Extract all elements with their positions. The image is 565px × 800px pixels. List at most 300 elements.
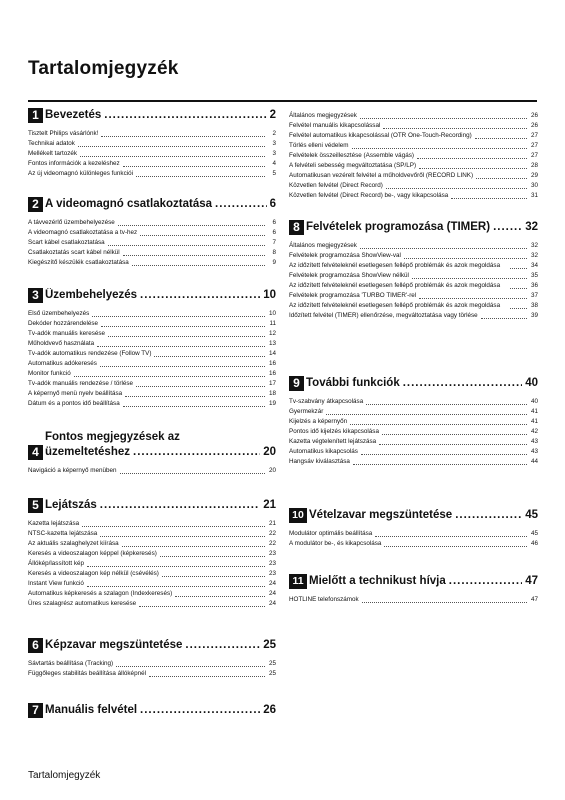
dot-leader	[510, 268, 527, 269]
dot-leader	[326, 414, 527, 415]
toc-entry-title: A távvezérlő üzembehelyezése	[28, 219, 115, 226]
toc-entry[interactable]	[28, 309, 276, 319]
toc-entry-title: HOTLINE telefonszámok	[289, 596, 359, 603]
toc-entry[interactable]	[289, 291, 538, 301]
section-title: Fontos megjegyzések az	[45, 431, 180, 443]
toc-entry-page: 25	[268, 660, 276, 667]
section-number-badge: 11	[289, 574, 307, 589]
dot-leader	[140, 288, 260, 303]
dot-leader	[125, 396, 265, 397]
toc-entry[interactable]	[28, 589, 276, 599]
dot-leader	[154, 356, 265, 357]
toc-entry[interactable]	[28, 169, 276, 179]
toc-entry[interactable]	[28, 599, 276, 609]
toc-entry-title: Az új videomagnó különleges funkciói	[28, 170, 134, 177]
dot-leader	[419, 168, 527, 169]
section-title-cont: üzemeltetéshez	[45, 446, 131, 458]
toc-entry[interactable]	[28, 218, 276, 228]
toc-entry-page: 5	[272, 170, 276, 177]
toc-entry-title: Műholdvevő használata	[28, 340, 95, 347]
toc-entry[interactable]	[28, 369, 276, 379]
section-title: Képzavar megszüntetése	[45, 639, 183, 651]
dot-leader	[80, 156, 265, 157]
toc-entry-title: Kazetta végtelenített lejátszása	[289, 438, 377, 445]
toc-entry-page: 22	[268, 540, 276, 547]
title-divider	[28, 100, 537, 102]
toc-entry-title: Automatikus kikapcsolás	[289, 448, 358, 455]
section-heading[interactable]	[28, 288, 276, 303]
toc-entry-page: 26	[530, 112, 538, 119]
toc-entry[interactable]	[28, 549, 276, 559]
toc-entry[interactable]	[289, 131, 538, 141]
section-number-badge: 6	[28, 638, 43, 653]
toc-entry-page: 10	[268, 310, 276, 317]
toc-entry-title: Üres szalagrész automatikus keresése	[28, 600, 137, 607]
toc-entry[interactable]	[289, 529, 538, 539]
dot-leader	[449, 574, 522, 589]
toc-entry-title: Dekóder hozzárendelése	[28, 320, 99, 327]
toc-entry-page: 9	[272, 259, 276, 266]
toc-entry-page: 21	[268, 520, 276, 527]
toc-entry-title: Sávtartás beállítása (Tracking)	[28, 660, 114, 667]
toc-entry-title: Kazetta lejátszása	[28, 520, 80, 527]
toc-entry[interactable]	[28, 228, 276, 238]
dot-leader	[375, 536, 527, 537]
toc-entry[interactable]	[289, 141, 538, 151]
section-page: 6	[269, 198, 276, 210]
toc-entry[interactable]	[289, 151, 538, 161]
toc-entry[interactable]	[28, 669, 276, 679]
dot-leader	[118, 225, 265, 226]
toc-entry-title: Az aktuális szalaghelyzet kiírása	[28, 540, 119, 547]
toc-entry-page: 3	[272, 140, 276, 147]
toc-entry-page: 8	[272, 249, 276, 256]
toc-entry[interactable]	[289, 457, 538, 467]
toc-entry-page: 27	[530, 152, 538, 159]
section-title: Mielőtt a technikust hívja	[309, 575, 446, 587]
toc-entry-title: Állókép/lassított kép	[28, 560, 85, 567]
toc-entry-page: 42	[530, 428, 538, 435]
toc-entry[interactable]	[28, 529, 276, 539]
toc-entry-title: Közvetlen felvétel (Direct Record)	[289, 182, 383, 189]
toc-entry[interactable]	[289, 121, 538, 131]
toc-section-8	[289, 220, 538, 321]
toc-entry-title: A felvételi sebesség megváltoztatása (SP/LP)	[289, 162, 417, 169]
toc-entry[interactable]	[28, 659, 276, 669]
toc-entry-page: 16	[268, 360, 276, 367]
toc-entry-page: 17	[268, 380, 276, 387]
toc-entry[interactable]	[28, 319, 276, 329]
toc-entry[interactable]	[289, 539, 538, 549]
dot-leader	[160, 556, 265, 557]
toc-entry-page: 26	[530, 122, 538, 129]
dot-leader	[510, 288, 527, 289]
toc-section-1	[28, 108, 276, 179]
toc-entry[interactable]	[28, 579, 276, 589]
page-footer: Tartalomjegyzék	[28, 770, 101, 781]
toc-entry-page: 24	[268, 590, 276, 597]
toc-section-7	[28, 703, 276, 724]
dot-leader	[108, 245, 265, 246]
toc-entry-title: A képernyő menü nyelv beállítása	[28, 390, 123, 397]
dot-leader	[116, 666, 265, 667]
toc-entry-title: Monitor funkció	[28, 370, 71, 377]
toc-entry[interactable]	[28, 559, 276, 569]
dot-leader	[175, 596, 265, 597]
dot-leader	[123, 406, 265, 407]
section-page: 40	[525, 377, 538, 389]
section-number-badge: 2	[28, 197, 43, 212]
section-number-badge: 10	[289, 508, 307, 523]
section-number-badge: 8	[289, 220, 304, 235]
toc-entry-title: Általános megjegyzések	[289, 112, 357, 119]
toc-entry-page: 44	[530, 458, 538, 465]
section-title: Manuális felvétel	[45, 704, 138, 716]
section-heading[interactable]	[28, 638, 276, 653]
toc-entry[interactable]	[289, 271, 538, 281]
section-page: 10	[263, 289, 276, 301]
dot-leader	[123, 166, 265, 167]
toc-entry[interactable]	[289, 171, 538, 181]
toc-entry-page: 43	[530, 438, 538, 445]
section-title: Felvételek programozása (TIMER)	[306, 221, 491, 233]
toc-entry-page: 27	[530, 142, 538, 149]
toc-entry-title: Az időzített felvételeknél esetlegesen fellépő problémák és azok megoldása	[289, 282, 501, 289]
toc-entry-title: Tv-szabvány átkapcsolása	[289, 398, 364, 405]
toc-entry[interactable]	[289, 397, 538, 407]
toc-entry-page: 11	[269, 320, 276, 327]
toc-entry[interactable]	[28, 248, 276, 258]
toc-entry-page: 24	[268, 600, 276, 607]
dot-leader	[133, 445, 260, 460]
dot-leader	[451, 198, 527, 199]
toc-entry-title: A modulátor be-, és kikapcsolása	[289, 540, 382, 547]
dot-leader	[97, 346, 265, 347]
section-number-badge: 1	[28, 108, 43, 123]
dot-leader	[476, 178, 527, 179]
toc-section-10	[289, 508, 538, 549]
section-page: 32	[525, 221, 538, 233]
toc-entry-page: 23	[268, 550, 276, 557]
section-title: A videomagnó csatlakoztatása	[45, 198, 213, 210]
toc-entry-title: Kijelzés a képernyőn	[289, 418, 348, 425]
section-page: 20	[263, 446, 276, 458]
toc-entry-title: Felvételek programozása ShowView-val	[289, 252, 401, 259]
toc-entry-page: 2	[272, 130, 276, 137]
toc-entry-page: 16	[268, 370, 276, 377]
toc-entry-page: 25	[268, 670, 276, 677]
toc-entry-page: 35	[530, 272, 538, 279]
toc-entry-title: Pontos idő kijelzés kikapcsolása	[289, 428, 379, 435]
toc-entry-title: Első üzembehelyezés	[28, 310, 90, 317]
dot-leader	[136, 386, 265, 387]
toc-entry-title: Kiegészítő készülék csatlakoztatása	[28, 259, 129, 266]
toc-entry-page: 23	[268, 560, 276, 567]
toc-entry-page: 32	[530, 242, 538, 249]
toc-entry-title: Felvételek programozása 'TURBO TIMER'-rel	[289, 292, 417, 299]
toc-entry-title: A videomagnó csatlakoztatása a tv-hez	[28, 229, 138, 236]
dot-leader	[366, 404, 527, 405]
toc-section-5	[28, 498, 276, 609]
toc-entry[interactable]	[28, 399, 276, 409]
toc-section-3	[28, 288, 276, 409]
toc-entry-title: Automatikusan vezérelt felvétel a műholdvevőről (RECORD LINK)	[289, 172, 474, 179]
section-title: Üzembehelyezés	[45, 289, 138, 301]
toc-entry[interactable]	[28, 359, 276, 369]
section-number-badge: 5	[28, 498, 43, 513]
dot-leader	[82, 526, 265, 527]
dot-leader	[74, 376, 265, 377]
toc-entry-title: Instant View funkció	[28, 580, 84, 587]
toc-entry-title: Felvételek programozása ShowView nélkül	[289, 272, 409, 279]
dot-leader	[139, 606, 265, 607]
dot-leader	[92, 316, 265, 317]
toc-entry-page: 3	[272, 150, 276, 157]
dot-leader	[379, 444, 527, 445]
dot-leader	[100, 536, 265, 537]
toc-entry-page: 24	[268, 580, 276, 587]
toc-entry-title: Gyermekzár	[289, 408, 324, 415]
section-heading[interactable]	[28, 197, 276, 212]
section-heading[interactable]	[28, 703, 276, 718]
toc-entry-title: Közvetlen felvétel (Direct Record) be-, vagy kikapcsolása	[289, 192, 449, 199]
toc-entry[interactable]	[289, 191, 538, 201]
toc-entry[interactable]	[289, 311, 538, 321]
toc-entry-page: 28	[530, 162, 538, 169]
section-number-badge: 4	[28, 445, 43, 460]
dot-leader	[78, 146, 265, 147]
toc-entry[interactable]	[28, 238, 276, 248]
toc-entry-page: 31	[530, 192, 538, 199]
toc-entry-title: Automatikus adókeresés	[28, 360, 97, 367]
toc-entry[interactable]	[28, 569, 276, 579]
toc-entry-title: NTSC-kazetta lejátszása	[28, 530, 98, 537]
toc-entry-page: 39	[530, 312, 538, 319]
toc-entry-page: 34	[530, 262, 538, 269]
toc-section-11	[289, 574, 538, 605]
toc-entry-page: 40	[530, 398, 538, 405]
toc-entry-page: 6	[272, 219, 276, 226]
toc-entry[interactable]	[28, 258, 276, 268]
section-heading[interactable]	[28, 498, 276, 513]
toc-entry[interactable]	[28, 139, 276, 149]
toc-entry-page: 29	[530, 172, 538, 179]
toc-entry-title: Technikai adatok	[28, 140, 75, 147]
section-title: További funkciók	[306, 377, 400, 389]
toc-entry-page: 13	[268, 340, 276, 347]
dot-leader	[384, 546, 527, 547]
section-heading[interactable]	[289, 574, 538, 589]
toc-entry-title: Fontos információk a kezeléshez	[28, 160, 120, 167]
dot-leader	[419, 298, 527, 299]
dot-leader	[475, 138, 527, 139]
toc-section-7-entries	[289, 111, 538, 201]
toc-entry-page: 36	[530, 282, 538, 289]
dot-leader	[100, 366, 265, 367]
dot-leader	[149, 676, 265, 677]
section-heading[interactable]	[28, 430, 276, 460]
dot-leader	[352, 148, 528, 149]
toc-entry-page: 20	[268, 467, 276, 474]
dot-leader	[140, 703, 260, 718]
toc-entry[interactable]	[289, 595, 538, 605]
section-heading[interactable]	[289, 376, 538, 391]
section-page: 2	[269, 109, 276, 121]
toc-entry[interactable]	[289, 161, 538, 171]
toc-entry-title: Scart kábel csatlakoztatása	[28, 239, 105, 246]
dot-leader	[120, 473, 265, 474]
section-heading[interactable]	[289, 508, 538, 523]
toc-entry[interactable]	[28, 379, 276, 389]
toc-entry[interactable]	[28, 349, 276, 359]
toc-entry-title: Törlés elleni védelem	[289, 142, 349, 149]
toc-entry[interactable]	[28, 339, 276, 349]
toc-entry-page: 27	[530, 132, 538, 139]
toc-entry-title: Általános megjegyzések	[289, 242, 357, 249]
toc-entry-title: Hangsáv kiválasztása	[289, 458, 350, 465]
dot-leader	[362, 602, 527, 603]
toc-entry-page: 19	[268, 400, 276, 407]
toc-entry-title: Tv-adók manuális keresése	[28, 330, 105, 337]
toc-entry-page: 43	[530, 448, 538, 455]
dot-leader	[455, 508, 522, 523]
toc-entry-title: Dátum és a pontos idő beállítása	[28, 400, 120, 407]
section-title: Lejátszás	[45, 499, 97, 511]
section-number-badge: 9	[289, 376, 304, 391]
dot-leader	[353, 464, 527, 465]
toc-entry[interactable]	[289, 181, 538, 191]
section-page: 21	[263, 499, 276, 511]
dot-leader	[100, 498, 260, 513]
dot-leader	[404, 258, 527, 259]
toc-entry-title: Az időzített felvételeknél esetlegesen fellépő problémák és azok megoldása	[289, 302, 501, 309]
toc-entry[interactable]	[289, 447, 538, 457]
toc-entry[interactable]	[28, 519, 276, 529]
dot-leader	[510, 308, 527, 309]
toc-section-9	[289, 376, 538, 467]
toc-entry-title: Időzített felvétel (TIMER) ellenőrzése, megváltoztatása vagy törlése	[289, 312, 478, 319]
section-page: 47	[525, 575, 538, 587]
toc-entry[interactable]	[28, 149, 276, 159]
toc-section-2	[28, 197, 276, 268]
section-title: Vételzavar megszüntetése	[309, 509, 453, 521]
toc-entry[interactable]	[289, 251, 538, 261]
dot-leader	[140, 235, 265, 236]
toc-entry-title: Tv-adók manuális rendezése / törlése	[28, 380, 133, 387]
toc-entry-title: Mellékelt tartozék	[28, 150, 77, 157]
toc-entry[interactable]	[28, 329, 276, 339]
section-title: Bevezetés	[45, 109, 102, 121]
dot-leader	[412, 278, 527, 279]
toc-entry-title: Keresés a videoszalagon képpel (képkeresés)	[28, 550, 157, 557]
section-number-badge: 7	[28, 703, 43, 718]
dot-leader	[122, 546, 265, 547]
toc-entry[interactable]	[289, 281, 538, 291]
toc-entry-title: Modulátor optimális beállítása	[289, 530, 373, 537]
toc-entry[interactable]	[289, 437, 538, 447]
toc-entry-page: 23	[268, 570, 276, 577]
toc-entry-title: Tisztelt Philips vásárlónk!	[28, 130, 99, 137]
page-title: Tartalomjegyzék	[28, 58, 179, 79]
toc-entry[interactable]	[28, 129, 276, 139]
toc-entry-page: 37	[530, 292, 538, 299]
dot-leader	[493, 220, 522, 235]
toc-entry-page: 32	[530, 252, 538, 259]
dot-leader	[162, 576, 265, 577]
toc-entry[interactable]	[28, 466, 276, 476]
toc-entry[interactable]	[289, 241, 538, 251]
toc-entry[interactable]	[289, 301, 538, 311]
toc-entry-page: 47	[530, 596, 538, 603]
toc-entry-page: 41	[530, 418, 538, 425]
dot-leader	[132, 265, 265, 266]
toc-entry[interactable]	[289, 261, 538, 271]
dot-leader	[87, 566, 265, 567]
dot-leader	[101, 136, 265, 137]
toc-entry-page: 46	[530, 540, 538, 547]
toc-entry[interactable]	[28, 539, 276, 549]
toc-entry-title: Automatikus képkeresés a szalagon (Indexkeresés)	[28, 590, 173, 597]
dot-leader	[136, 176, 265, 177]
toc-entry-title: Az időzített felvételeknél esetlegesen fellépő problémák és azok megoldása	[289, 262, 501, 269]
toc-entry-title: Felvétel automatikus kikapcsolással (OTR One-Touch-Recording)	[289, 132, 472, 139]
dot-leader	[101, 326, 265, 327]
dot-leader	[361, 454, 527, 455]
section-page: 26	[263, 704, 276, 716]
dot-leader	[185, 638, 260, 653]
toc-entry-page: 12	[268, 330, 276, 337]
toc-entry-title: Csatlakoztatás scart kábel nélkül	[28, 249, 120, 256]
toc-entry[interactable]	[289, 427, 538, 437]
dot-leader	[87, 586, 265, 587]
section-number-badge: 3	[28, 288, 43, 303]
dot-leader	[386, 188, 527, 189]
toc-entry-title: Felvételek összeillesztése (Assemble vágás)	[289, 152, 414, 159]
toc-entry-page: 14	[268, 350, 276, 357]
toc-section-6	[28, 638, 276, 679]
dot-leader	[360, 118, 527, 119]
toc-entry-page: 6	[272, 229, 276, 236]
section-heading[interactable]	[28, 108, 276, 123]
toc-entry[interactable]	[289, 417, 538, 427]
toc-entry-title: Függőleges stabilitás beállítása állóképnél	[28, 670, 146, 677]
toc-section-4	[28, 430, 276, 476]
toc-entry[interactable]	[289, 111, 538, 121]
dot-leader	[403, 376, 522, 391]
dot-leader	[215, 197, 267, 212]
dot-leader	[350, 424, 527, 425]
toc-entry[interactable]	[28, 389, 276, 399]
toc-entry-page: 30	[530, 182, 538, 189]
dot-leader	[417, 158, 527, 159]
dot-leader	[123, 255, 265, 256]
dot-leader	[108, 336, 265, 337]
dot-leader	[360, 248, 527, 249]
section-heading[interactable]	[289, 220, 538, 235]
section-page: 45	[525, 509, 538, 521]
dot-leader	[104, 108, 266, 123]
toc-entry[interactable]	[28, 159, 276, 169]
toc-entry-page: 22	[268, 530, 276, 537]
toc-entry[interactable]	[289, 407, 538, 417]
toc-entry-page: 18	[268, 390, 276, 397]
toc-entry-title: Keresés a videoszalagon kép nélkül (csévélés)	[28, 570, 159, 577]
toc-entry-page: 41	[530, 408, 538, 415]
dot-leader	[383, 128, 527, 129]
toc-entry-page: 38	[530, 302, 538, 309]
toc-entry-title: Tv-adók automatikus rendezése (Follow TV)	[28, 350, 152, 357]
toc-entry-page: 4	[272, 160, 276, 167]
